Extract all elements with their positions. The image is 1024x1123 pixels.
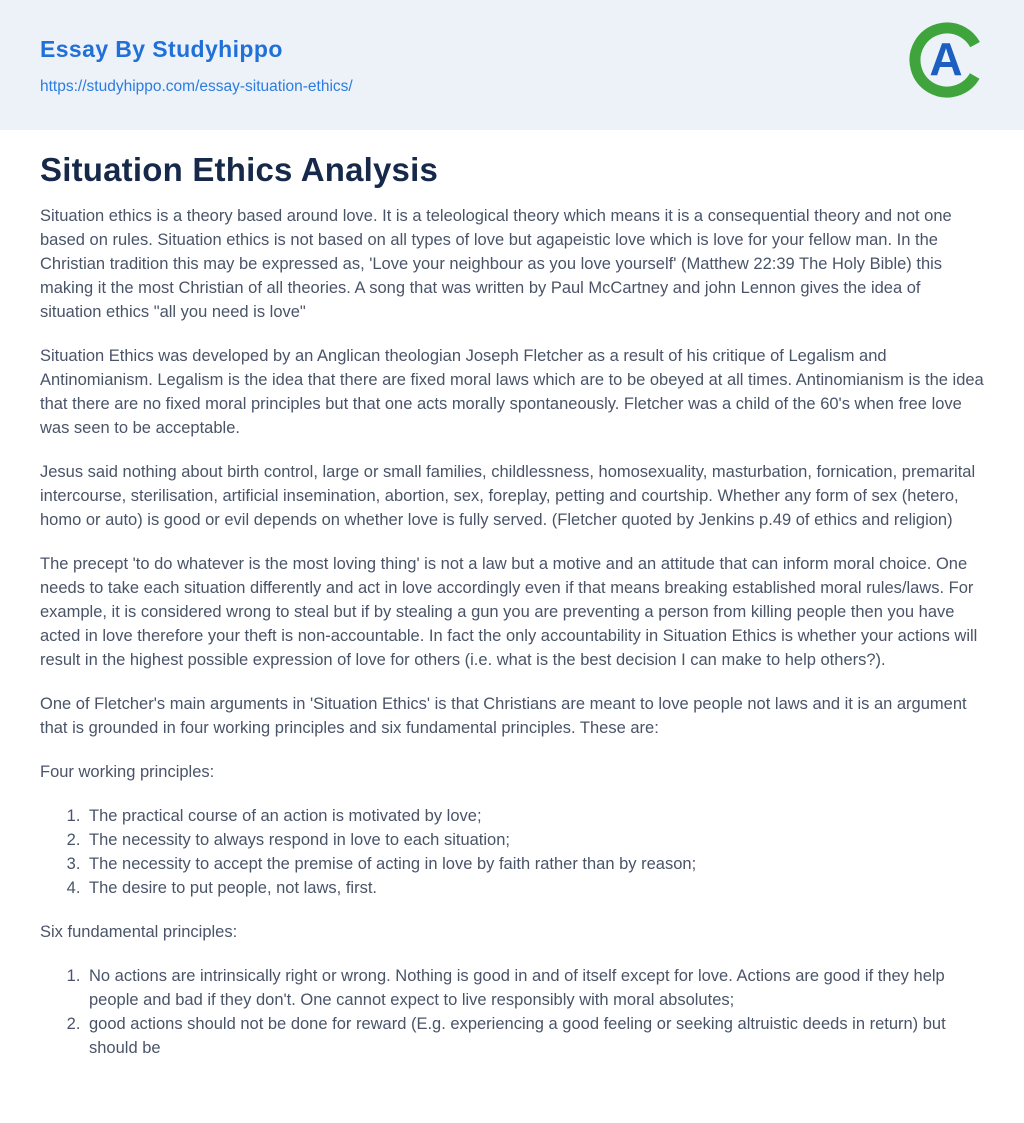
paragraph-arguments: One of Fletcher's main arguments in 'Situation Ethics' is that Christians are meant to love people not laws and it is an argument that is grounded in four working principles and six fundamental principles. These are: [40, 695, 967, 737]
studyhippo-logo-icon [908, 21, 986, 99]
site-title: Essay By Studyhippo [40, 36, 283, 62]
article [0, 130, 1024, 1060]
paragraph-precept: The precept 'to do whatever is the most loving thing' is not a law but a motive and an attitude that can inform moral choice. One needs to take each situation differently and act in love accordingly even if that means breaking established moral rules/laws. For example, it is considered wrong to steal but if by stealing a gun you are preventing a person from killing people then you have acted in love therefore your theft is non-accountable. In fact the only accountability in Situation Ethics is whether your actions will result in the highest possible expression of love for others (i.e. what is the best decision I can make to help others?). [40, 555, 978, 669]
four-principles-list [40, 804, 984, 900]
paragraph-fletcher-quote: Jesus said nothing about birth control, large or small families, childlessness, homosexuality, masturbation, fornication, premarital intercourse, sterilisation, artificial insemination, abortion, sex, foreplay, petting and courtship. Whether any form of sex (hetero, homo or auto) is good or evil depends on whether love is fully served. (Fletcher quoted by Jenkins p.49 of ethics and religion) [40, 463, 976, 529]
list-item: 1. The practical course of an action is motivated by love; [85, 804, 984, 828]
page-title: Situation Ethics Analysis [40, 151, 439, 188]
paragraph-fletcher-origin: Situation Ethics was developed by an Anglican theologian Joseph Fletcher as a result of his critique of Legalism and Antinomianism. Legalism is the idea that there are fixed moral laws which are to be obeyed at all times. Antinomianism is the idea that there are no fixed moral principles but that one acts morally spontaneously. Fletcher was a child of the 60's when free love was seen to be acceptable. [40, 347, 984, 437]
header [0, 0, 1024, 130]
logo-letter: A [929, 33, 963, 85]
paragraph-intro: Situation ethics is a theory based around love. It is a teleological theory which means it is a consequential theory and not one based on rules. Situation ethics is not based on all types of love but agapeistic love which is love for your fellow man. In the Christian tradition this may be expressed as, 'Love your neighbour as you love yourself' (Matthew 22:39 The Holy Bible) this making it the most Christian of all theories. A song that was written by Paul McCartney and john Lennon gives the idea of situation ethics "all you need is love" [40, 207, 952, 321]
four-principles-heading: Four working principles: [40, 763, 215, 781]
list-item: 1. No actions are intrinsically right or wrong. Nothing is good in and of itself except for love. Actions are good if they help people and bad if they don't. One cannot expect to live responsibly with moral absolutes; [85, 964, 984, 1012]
list-item: 4. The desire to put people, not laws, first. [85, 876, 984, 900]
list-item: 2. The necessity to always respond in love to each situation; [85, 828, 984, 852]
six-principles-list [40, 964, 984, 1060]
source-url-link[interactable]: https://studyhippo.com/essay-situation-ethics/ [40, 78, 353, 95]
list-item: 3. The necessity to accept the premise of acting in love by faith rather than by reason; [85, 852, 984, 876]
six-principles-heading: Six fundamental principles: [40, 923, 238, 941]
list-item: 2. good actions should not be done for reward (E.g. experiencing a good feeling or seeking altruistic deeds in return) but should be [85, 1012, 984, 1060]
